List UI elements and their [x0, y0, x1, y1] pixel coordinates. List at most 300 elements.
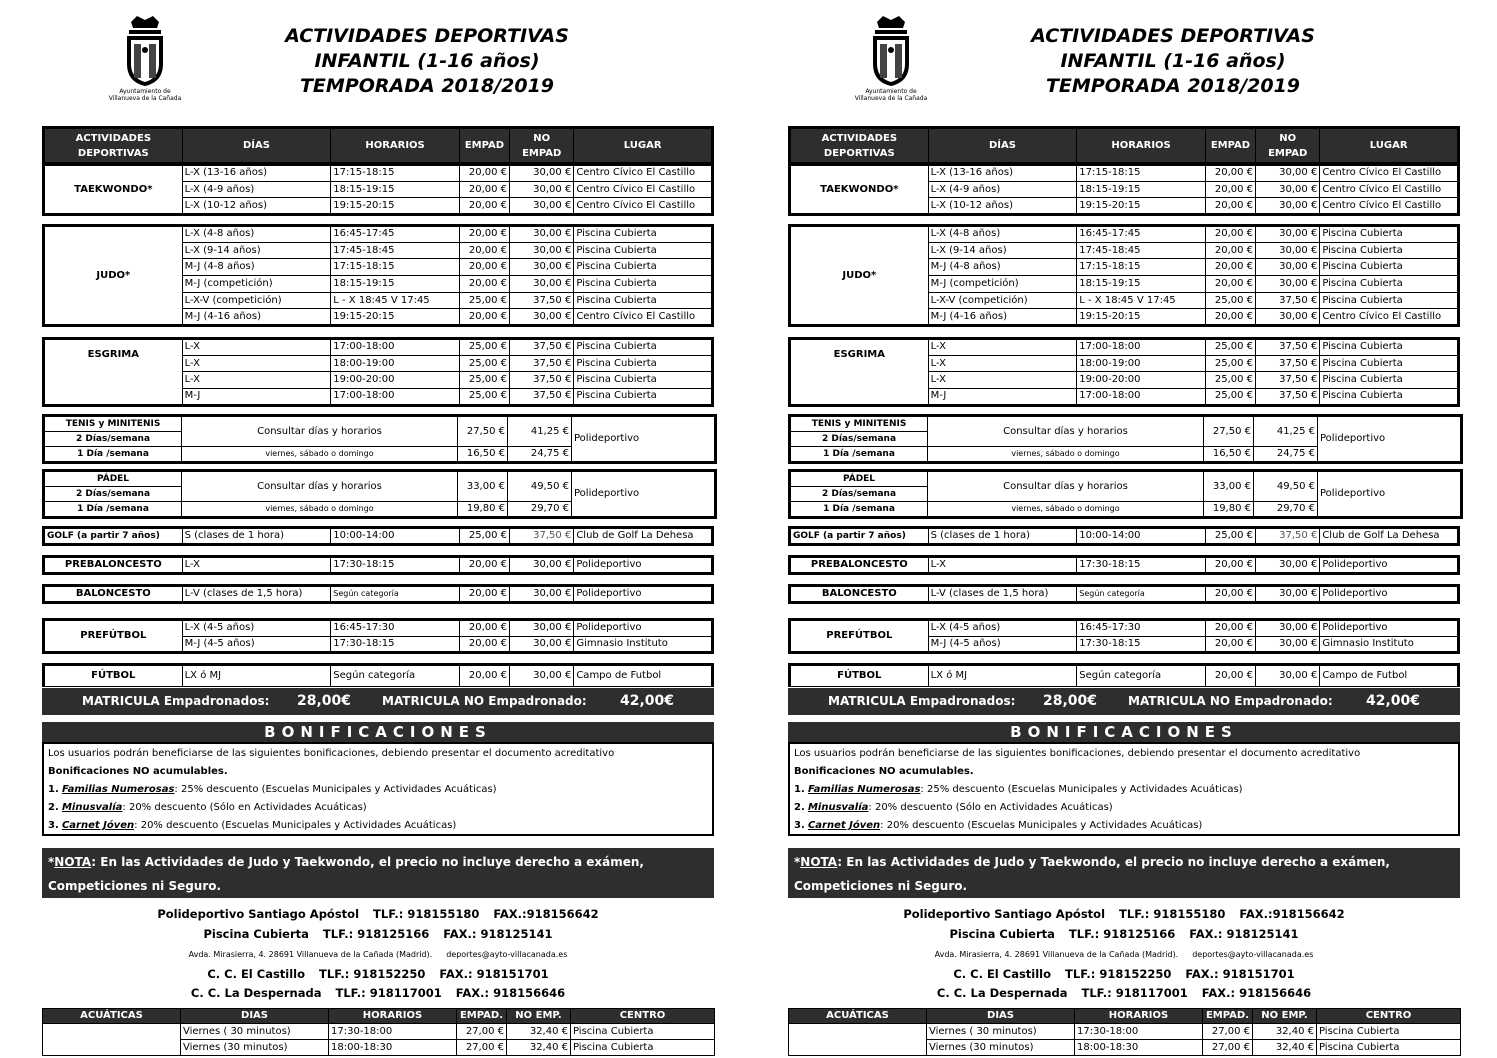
activity-name: TAEKWONDO*	[790, 165, 929, 215]
contact-polideportivo: Polideportivo Santiago Apóstol TLF.: 918155180 FAX.:918156642	[157, 907, 599, 921]
noempad-cell: 30,00 €	[1256, 181, 1320, 198]
empad-cell: 25,00 €	[1205, 389, 1255, 406]
days-cell: L-X	[928, 339, 1077, 356]
place-cell: Piscina Cubierta	[1320, 259, 1459, 276]
place-cell: Centro Cívico El Castillo	[574, 309, 713, 326]
table-header-row	[790, 128, 1459, 164]
place-cell: Polideportivo	[1320, 620, 1459, 637]
contact-despernada: C. C. La Despernada TLF.: 918117001 FAX.: 918156646	[936, 986, 1312, 1000]
esgrima-table	[788, 337, 1460, 407]
noempad-cell: 37,50 €	[510, 355, 574, 372]
noempad-cell: 37,50 €	[1256, 292, 1320, 309]
empad-cell: 33,00 €	[458, 471, 508, 502]
hours-cell: Según categoría	[331, 586, 460, 603]
place-cell: Club de Golf La Dehesa	[574, 528, 713, 545]
place-cell: Campo de Futbol	[1320, 665, 1459, 687]
activity-name: JUDO*	[44, 226, 183, 326]
consult-cell: Consultar días y horarios	[182, 416, 458, 447]
activity-variant: 1 Día /semana	[790, 502, 928, 518]
place-cell: Piscina Cubierta	[574, 292, 713, 309]
activity-name: TENIS y MINITENIS	[790, 416, 928, 432]
empad-cell: 20,00 €	[1205, 309, 1255, 326]
days-cell: S (clases de 1 hora)	[928, 528, 1077, 545]
place-cell: Centro Cívico El Castillo	[574, 165, 713, 182]
empad-cell: 20,00 €	[459, 276, 509, 293]
table-header-row: ACUÁTICAS DIAS HORARIOS EMPAD. NO EMP. CENTRO	[43, 1009, 715, 1024]
table-row	[44, 557, 713, 574]
noempad-cell: 29,70 €	[508, 502, 572, 518]
judo-table	[788, 224, 1460, 327]
days-cell: M-J (4-8 años)	[182, 259, 331, 276]
tenis-table	[788, 414, 1463, 464]
days-cell: L-X	[928, 557, 1077, 574]
bonificaciones-title: BONIFICACIONES	[42, 722, 714, 742]
hours-cell: 18:15-19:15	[1077, 276, 1206, 293]
empad-cell: 20,00 €	[459, 665, 509, 687]
days-cell: L-X	[928, 372, 1077, 389]
place-cell: Piscina Cubierta	[1320, 355, 1459, 372]
hours-cell: 18:00-19:00	[331, 355, 460, 372]
days-cell: L-X-V (competición)	[928, 292, 1077, 309]
hours-cell: 17:15-18:15	[1077, 165, 1206, 182]
place-cell: Piscina Cubierta	[1320, 339, 1459, 356]
empad-cell: 19,80 €	[458, 502, 508, 518]
empad-cell: 25,00 €	[1205, 372, 1255, 389]
weekend-cell: viernes, sábado o domingo	[182, 447, 458, 463]
hours-cell: 17:45-18:45	[331, 242, 460, 259]
table-row	[44, 665, 713, 687]
table-row	[790, 620, 1459, 637]
bonificacion-item: 1. Familias Numerosas: 25% descuento (Escuelas Municipales y Actividades Acuáticas)	[794, 784, 1243, 795]
place-cell: Polideportivo	[1320, 557, 1459, 574]
hours-cell: 19:15-20:15	[331, 309, 460, 326]
noempad-cell: 37,50 €	[510, 389, 574, 406]
crest-caption-1: Ayuntamiento de	[119, 88, 171, 95]
days-cell: L-X	[182, 372, 331, 389]
table-row	[790, 665, 1459, 687]
empad-cell: 20,00 €	[459, 557, 509, 574]
days-cell: M-J (competición)	[182, 276, 331, 293]
bonificacion-item: 3. Carnet Jóven: 20% descuento (Escuelas Municipales y Actividades Acuáticas)	[794, 820, 1203, 831]
contact-piscina: Piscina Cubierta TLF.: 918125166 FAX.: 918125141	[949, 927, 1299, 941]
bonificacion-item: 2. Minusvalía: 20% descuento (Sólo en Actividades Acuáticas)	[794, 802, 1113, 813]
noempad-cell: 37,50 €	[510, 292, 574, 309]
empad-cell: 25,00 €	[459, 292, 509, 309]
title-line-1: ACTIVIDADES DEPORTIVAS	[285, 25, 569, 47]
empad-cell: 20,00 €	[1205, 636, 1255, 653]
schedule-page-left	[42, 0, 714, 1058]
days-cell: L-X	[182, 557, 331, 574]
noempad-cell: 41,25 €	[1254, 416, 1318, 447]
contact-castillo: C. C. El Castillo TLF.: 918152250 FAX.: 918151701	[207, 967, 549, 981]
noempad-cell: 37,50 €	[510, 372, 574, 389]
days-cell: M-J (4-5 años)	[928, 636, 1077, 653]
place-cell: Centro Cívico El Castillo	[1320, 181, 1459, 198]
empad-cell: 25,00 €	[459, 389, 509, 406]
noempad-cell: 30,00 €	[510, 309, 574, 326]
noempad-cell: 30,00 €	[1256, 309, 1320, 326]
hours-cell: 17:15-18:15	[1077, 259, 1206, 276]
weekend-cell: viernes, sábado o domingo	[182, 502, 458, 518]
activity-name: ESGRIMA	[790, 339, 929, 406]
place-cell: Piscina Cubierta	[1320, 242, 1459, 259]
hours-cell: 18:00-19:00	[1077, 355, 1206, 372]
page-title	[262, 24, 592, 99]
noempad-cell: 37,50 €	[1256, 528, 1320, 545]
place-cell: Centro Cívico El Castillo	[1320, 165, 1459, 182]
table-row	[790, 528, 1459, 545]
hours-cell: 17:30-18:15	[331, 636, 460, 653]
nota-box: *NOTA: En las Actividades de Judo y Taekwondo, el precio no incluye derecho a exámen, Competiciones ni Seguro.	[788, 848, 1460, 898]
activity-name: JUDO*	[790, 226, 929, 326]
matricula-bar	[42, 688, 714, 715]
col-empad: EMPAD	[1205, 128, 1255, 164]
acuaticas-table	[788, 1008, 1461, 1056]
empad-cell: 20,00 €	[459, 259, 509, 276]
bonificaciones-box	[42, 742, 714, 836]
noempad-cell: 37,50 €	[1256, 339, 1320, 356]
place-cell: Piscina Cubierta	[1320, 389, 1459, 406]
activity-name: PREBALONCESTO	[44, 557, 183, 574]
empad-cell: 20,00 €	[1205, 586, 1255, 603]
days-cell: L-X (10-12 años)	[928, 198, 1077, 215]
days-cell: M-J	[182, 389, 331, 406]
consult-cell: Consultar días y horarios	[928, 416, 1204, 447]
crest-icon	[863, 12, 919, 88]
bonificacion-item: 1. Familias Numerosas: 25% descuento (Escuelas Municipales y Actividades Acuáticas)	[48, 784, 497, 795]
col-days: DÍAS	[928, 128, 1077, 164]
table-row	[44, 339, 713, 356]
place-cell: Piscina Cubierta	[1320, 372, 1459, 389]
empad-cell: 27,50 €	[458, 416, 508, 447]
place-cell: Centro Cívico El Castillo	[574, 198, 713, 215]
hours-cell: 17:00-18:00	[331, 339, 460, 356]
empad-cell: 20,00 €	[459, 198, 509, 215]
table-row	[44, 528, 713, 545]
col-activity: ACTIVIDADES DEPORTIVAS	[790, 128, 929, 164]
days-cell: M-J (4-8 años)	[928, 259, 1077, 276]
days-cell: M-J (4-16 años)	[182, 309, 331, 326]
noempad-cell: 37,50 €	[1256, 389, 1320, 406]
place-cell: Polideportivo	[574, 586, 713, 603]
title-line-1: ACTIVIDADES DEPORTIVAS	[1031, 25, 1315, 47]
hours-cell: 17:15-18:15	[331, 165, 460, 182]
days-cell: L-X (10-12 años)	[182, 198, 331, 215]
bonificaciones-title: BONIFICACIONES	[788, 722, 1460, 742]
hours-cell: 19:15-20:15	[331, 198, 460, 215]
activity-variant: 2 Días/semana	[790, 487, 928, 502]
matricula-noempad-label: MATRICULA NO Empadronado:	[382, 694, 587, 708]
empad-cell: 20,00 €	[459, 309, 509, 326]
table-row	[790, 416, 1462, 432]
days-cell: M-J	[928, 389, 1077, 406]
hours-cell: 19:15-20:15	[1077, 309, 1206, 326]
activity-name: GOLF (a partir 7 años)	[44, 528, 183, 545]
noempad-cell: 30,00 €	[510, 242, 574, 259]
place-cell: Campo de Futbol	[574, 665, 713, 687]
noempad-cell: 24,75 €	[508, 447, 572, 463]
place-cell: Gimnasio Instituto	[1320, 636, 1459, 653]
days-cell: L-X	[182, 339, 331, 356]
hours-cell: 16:45-17:45	[1077, 226, 1206, 243]
noempad-cell: 30,00 €	[510, 620, 574, 637]
acuaticas-blank	[789, 1024, 927, 1056]
empad-cell: 20,00 €	[1205, 242, 1255, 259]
place-cell: Piscina Cubierta	[574, 276, 713, 293]
empad-cell: 25,00 €	[459, 339, 509, 356]
empad-cell: 20,00 €	[459, 636, 509, 653]
noempad-cell: 30,00 €	[510, 198, 574, 215]
activity-name: PÁDEL	[44, 471, 182, 487]
place-cell: Polideportivo	[1318, 416, 1462, 463]
table-row: Viernes ( 30 minutos) 17:30-18:00 27,00 € 32,40 € Piscina Cubierta	[43, 1024, 715, 1040]
empad-cell: 25,00 €	[1205, 292, 1255, 309]
noempad-cell: 37,50 €	[1256, 372, 1320, 389]
hours-cell: 19:00-20:00	[331, 372, 460, 389]
empad-cell: 25,00 €	[1205, 355, 1255, 372]
header-table	[788, 126, 1460, 165]
crest-icon	[117, 12, 173, 88]
place-cell: Centro Cívico El Castillo	[1320, 309, 1459, 326]
days-cell: L-X (4-5 años)	[182, 620, 331, 637]
bonificaciones-intro: Los usuarios podrán beneficiarse de las siguientes bonificaciones, debiendo presentar el documento acreditativo	[48, 748, 615, 759]
place-cell: Piscina Cubierta	[1320, 226, 1459, 243]
days-cell: L-X-V (competición)	[182, 292, 331, 309]
tenis-table	[42, 414, 717, 464]
col-noempad: NO EMPAD	[1256, 128, 1320, 164]
place-cell: Piscina Cubierta	[1320, 276, 1459, 293]
days-cell: L-V (clases de 1,5 hora)	[182, 586, 331, 603]
noempad-cell: 30,00 €	[510, 636, 574, 653]
email-link[interactable]: deportes@ayto-villacanada.es	[1192, 950, 1314, 959]
noempad-cell: 37,50 €	[510, 339, 574, 356]
consult-cell: Consultar días y horarios	[928, 471, 1204, 502]
place-cell: Piscina Cubierta	[574, 339, 713, 356]
table-row	[790, 339, 1459, 356]
table-row	[44, 620, 713, 637]
empad-cell: 16,50 €	[458, 447, 508, 463]
col-noempad: NO EMPAD	[510, 128, 574, 164]
bonificaciones-no-acum: Bonificaciones NO acumulables.	[48, 766, 228, 777]
noempad-cell: 30,00 €	[510, 665, 574, 687]
table-row	[44, 165, 713, 182]
noempad-cell: 30,00 €	[510, 181, 574, 198]
place-cell: Piscina Cubierta	[574, 259, 713, 276]
table-row	[790, 165, 1459, 182]
activity-name: GOLF (a partir 7 años)	[790, 528, 929, 545]
noempad-cell: 30,00 €	[1256, 165, 1320, 182]
activity-name: PREFÚTBOL	[790, 620, 929, 653]
baloncesto-table	[788, 584, 1460, 604]
empad-cell: 20,00 €	[1205, 665, 1255, 687]
hours-cell: 17:30-18:15	[1077, 636, 1206, 653]
matricula-bar	[788, 688, 1460, 715]
empad-cell: 33,00 €	[1204, 471, 1254, 502]
col-place: LUGAR	[1320, 128, 1459, 164]
title-line-2: INFANTIL (1-16 años)	[1060, 50, 1286, 72]
empad-cell: 27,50 €	[1204, 416, 1254, 447]
taekwondo-table	[42, 163, 714, 216]
bonificaciones-box	[788, 742, 1460, 836]
hours-cell: L - X 18:45 V 17:45	[1077, 292, 1206, 309]
col-hours: HORARIOS	[1077, 128, 1206, 164]
days-cell: L-X (9-14 años)	[182, 242, 331, 259]
place-cell: Piscina Cubierta	[1320, 292, 1459, 309]
noempad-cell: 30,00 €	[510, 276, 574, 293]
col-hours: HORARIOS	[331, 128, 460, 164]
page-title	[1008, 24, 1338, 99]
days-cell: S (clases de 1 hora)	[182, 528, 331, 545]
taekwondo-table	[788, 163, 1460, 216]
hours-cell: 17:00-18:00	[331, 389, 460, 406]
padel-table	[42, 469, 717, 519]
empad-cell: 16,50 €	[1204, 447, 1254, 463]
col-days: DÍAS	[182, 128, 331, 164]
days-cell: L-X (9-14 años)	[928, 242, 1077, 259]
place-cell: Piscina Cubierta	[574, 355, 713, 372]
table-row	[44, 586, 713, 603]
noempad-cell: 30,00 €	[1256, 620, 1320, 637]
hours-cell: 10:00-14:00	[331, 528, 460, 545]
days-cell: L-X (4-8 años)	[182, 226, 331, 243]
table-row	[790, 586, 1459, 603]
matricula-empad-label: MATRICULA Empadronados:	[82, 694, 270, 708]
table-header-row	[44, 128, 713, 164]
contact-address: Avda. Mirasierra, 4. 28691 Villanueva de la Cañada (Madrid). deportes@ayto-villacanada.es	[934, 950, 1314, 959]
header-table	[42, 126, 714, 165]
crest-caption-2: Villanueva de la Cañada	[854, 95, 928, 102]
empad-cell: 20,00 €	[459, 242, 509, 259]
email-link[interactable]: deportes@ayto-villacanada.es	[446, 950, 568, 959]
activity-variant: 2 Días/semana	[790, 432, 928, 447]
hours-cell: 16:45-17:30	[331, 620, 460, 637]
hours-cell: 18:15-19:15	[331, 276, 460, 293]
prebaloncesto-table	[42, 555, 714, 575]
hours-cell: 18:15-19:15	[331, 181, 460, 198]
empad-cell: 25,00 €	[459, 372, 509, 389]
empad-cell: 20,00 €	[459, 165, 509, 182]
place-cell: Polideportivo	[572, 471, 716, 518]
empad-cell: 20,00 €	[1205, 181, 1255, 198]
empad-cell: 20,00 €	[1205, 276, 1255, 293]
activity-variant: 1 Día /semana	[44, 502, 182, 518]
noempad-cell: 49,50 €	[508, 471, 572, 502]
hours-cell: 19:00-20:00	[1077, 372, 1206, 389]
activity-name: PREBALONCESTO	[790, 557, 929, 574]
futbol-table	[788, 663, 1460, 687]
empad-cell: 25,00 €	[1205, 339, 1255, 356]
baloncesto-table	[42, 584, 714, 604]
place-cell: Polideportivo	[574, 557, 713, 574]
noempad-cell: 24,75 €	[1254, 447, 1318, 463]
crest-caption-1: Ayuntamiento de	[865, 88, 917, 95]
matricula-empad-value: 28,00€	[1043, 693, 1098, 709]
empad-cell: 20,00 €	[1205, 165, 1255, 182]
col-empad: EMPAD	[459, 128, 509, 164]
hours-cell: 19:15-20:15	[1077, 198, 1206, 215]
hours-cell: L - X 18:45 V 17:45	[331, 292, 460, 309]
prebaloncesto-table	[788, 555, 1460, 575]
empad-cell: 20,00 €	[459, 226, 509, 243]
noempad-cell: 30,00 €	[1256, 259, 1320, 276]
days-cell: L-X (13-16 años)	[928, 165, 1077, 182]
activity-name: FÚTBOL	[44, 665, 183, 687]
padel-table	[788, 469, 1463, 519]
activity-name: TAEKWONDO*	[44, 165, 183, 215]
hours-cell: 17:00-18:00	[1077, 339, 1206, 356]
noempad-cell: 30,00 €	[510, 586, 574, 603]
table-row: Viernes (30 minutos) 18:00-18:30 27,00 € 32,40 € Piscina Cubierta	[43, 1040, 715, 1056]
title-line-3: TEMPORADA 2018/2019	[299, 75, 555, 97]
empad-cell: 20,00 €	[1205, 226, 1255, 243]
table-row	[790, 471, 1462, 487]
hours-cell: 10:00-14:00	[1077, 528, 1206, 545]
days-cell: L-X	[182, 355, 331, 372]
place-cell: Polideportivo	[572, 416, 716, 463]
noempad-cell: 30,00 €	[1256, 586, 1320, 603]
consult-cell: Consultar días y horarios	[182, 471, 458, 502]
noempad-cell: 30,00 €	[1256, 636, 1320, 653]
days-cell: L-X (4-5 años)	[928, 620, 1077, 637]
days-cell: LX ó MJ	[928, 665, 1077, 687]
matricula-noempad-value: 42,00€	[620, 693, 675, 709]
empad-cell: 19,80 €	[1204, 502, 1254, 518]
empad-cell: 25,00 €	[459, 528, 509, 545]
activity-variant: 2 Días/semana	[44, 432, 182, 447]
golf-table	[42, 526, 714, 546]
weekend-cell: viernes, sábado o domingo	[928, 447, 1204, 463]
hours-cell: 17:30-18:15	[331, 557, 460, 574]
table-row: Viernes ( 30 minutos) 17:30-18:00 27,00 € 32,40 € Piscina Cubierta	[789, 1024, 1461, 1040]
matricula-noempad-label: MATRICULA NO Empadronado:	[1128, 694, 1333, 708]
bonificacion-item: 3. Carnet Jóven: 20% descuento (Escuelas Municipales y Actividades Acuáticas)	[48, 820, 457, 831]
empad-cell: 20,00 €	[1205, 198, 1255, 215]
activity-variant: 2 Días/semana	[44, 487, 182, 502]
town-crest-logo	[836, 12, 946, 112]
prefutbol-table	[42, 618, 714, 654]
noempad-cell: 30,00 €	[1256, 557, 1320, 574]
contact-castillo: C. C. El Castillo TLF.: 918152250 FAX.: 918151701	[953, 967, 1295, 981]
days-cell: M-J (4-5 años)	[182, 636, 331, 653]
activity-name: TENIS y MINITENIS	[44, 416, 182, 432]
title-line-2: INFANTIL (1-16 años)	[314, 50, 540, 72]
col-place: LUGAR	[574, 128, 713, 164]
crest-caption-2: Villanueva de la Cañada	[108, 95, 182, 102]
activity-name: FÚTBOL	[790, 665, 929, 687]
days-cell: L-X (13-16 años)	[182, 165, 331, 182]
place-cell: Gimnasio Instituto	[574, 636, 713, 653]
table-row	[790, 557, 1459, 574]
activity-variant: 1 Día /semana	[790, 447, 928, 463]
nota-box: *NOTA: En las Actividades de Judo y Taekwondo, el precio no incluye derecho a exámen, Competiciones ni Seguro.	[42, 848, 714, 898]
empad-cell: 25,00 €	[459, 355, 509, 372]
table-row	[44, 471, 716, 487]
empad-cell: 20,00 €	[459, 181, 509, 198]
place-cell: Centro Cívico El Castillo	[574, 181, 713, 198]
hours-cell: Según categoría	[1077, 665, 1206, 687]
empad-cell: 20,00 €	[1205, 557, 1255, 574]
hours-cell: 17:45-18:45	[1077, 242, 1206, 259]
days-cell: L-X (4-9 años)	[928, 181, 1077, 198]
hours-cell: 17:00-18:00	[1077, 389, 1206, 406]
futbol-table	[42, 663, 714, 687]
schedule-page-right	[788, 0, 1460, 1058]
matricula-noempad-value: 42,00€	[1366, 693, 1421, 709]
place-cell: Polideportivo	[1318, 471, 1462, 518]
contact-despernada: C. C. La Despernada TLF.: 918117001 FAX.: 918156646	[190, 986, 566, 1000]
activity-name: PÁDEL	[790, 471, 928, 487]
table-row	[790, 226, 1459, 243]
